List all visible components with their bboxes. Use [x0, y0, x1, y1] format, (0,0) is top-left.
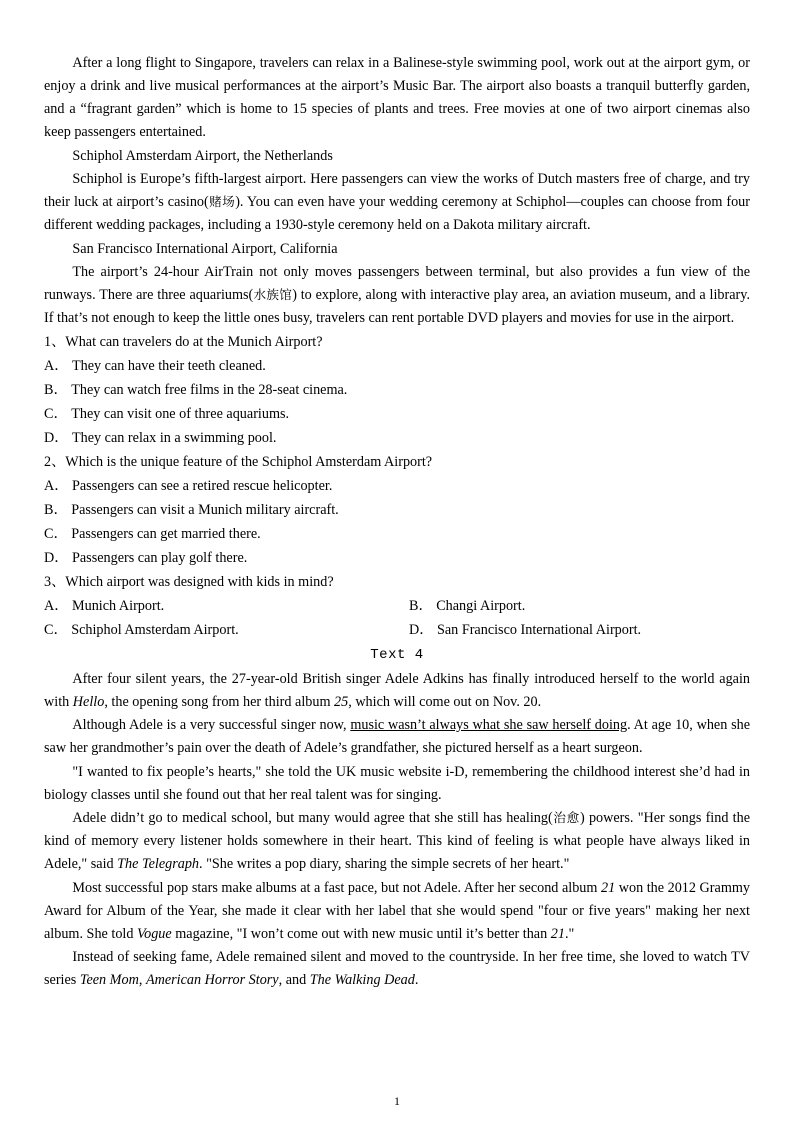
question-2-text: Which is the unique feature of the Schiphol Amsterdam Airport? [65, 454, 433, 470]
run: Although Adele is a very successful singer now, [72, 717, 351, 734]
paragraph-schiphol-airport [44, 168, 750, 237]
option-text: Changi Airport. [436, 598, 526, 614]
option-text: They can have their teeth cleaned. [71, 358, 266, 374]
page-number: 1 [394, 1094, 400, 1108]
question-1-option-c[interactable] [44, 403, 750, 426]
question-3-options-row-1 [44, 595, 750, 618]
title-album-21: 21 [600, 879, 616, 896]
question-3-option-c[interactable] [44, 619, 397, 642]
run: Most successful pop stars make albums at a fast pace, but not Adele. After her second album [72, 879, 601, 896]
question-1-option-b[interactable] [44, 379, 750, 402]
question-3-number: 3、 [44, 574, 66, 590]
option-text: They can relax in a swimming pool. [71, 430, 277, 446]
question-2-option-c[interactable] [44, 523, 750, 546]
title-hello: Hello [72, 693, 105, 710]
option-text: They can visit one of three aquariums. [71, 406, 290, 422]
title-vogue: Vogue [137, 925, 172, 942]
run: , [138, 972, 146, 989]
heading-san-francisco-airport: San Francisco International Airport, California [72, 240, 338, 257]
title-the-walking-dead: The Walking Dead [309, 972, 415, 989]
text4-heading: Text 4 [370, 647, 424, 663]
run: , the opening song from her third album [104, 693, 335, 710]
option-text: Passengers can play golf there. [71, 550, 248, 566]
option-label: B． [44, 502, 68, 518]
option-label: C． [44, 622, 68, 638]
gloss-healing-chinese: 治愈 [552, 810, 580, 826]
gloss-aquarium-chinese: 水族馆 [253, 287, 293, 302]
option-label: A． [44, 598, 69, 614]
title-american-horror-story: American Horror Story [145, 972, 279, 989]
run: . At age 10, when she saw her grandmother’s pain over the death of Adele’s grandfather, she pictured herself as a heart surgeon. [44, 717, 751, 757]
heading-schiphol-airport: Schiphol Amsterdam Airport, the Netherlands [72, 147, 333, 164]
paragraph-sfo-part2: ) to explore, along with interactive play area, an aviation museum, and a library. If that’s not enough to keep the little ones busy, travelers can rent portable DVD players and movies for use in the airport. [44, 287, 750, 326]
option-text: Passengers can visit a Munich military aircraft. [71, 502, 339, 518]
option-label: B． [409, 598, 433, 614]
option-text: Schiphol Amsterdam Airport. [71, 622, 239, 638]
run: . "She writes a pop diary, sharing the simple secrets of her heart." [199, 856, 570, 873]
run: . [414, 972, 419, 989]
option-label: D． [44, 430, 69, 446]
option-text: Munich Airport. [71, 598, 165, 614]
title-album-25: 25 [334, 693, 349, 710]
option-label: B． [44, 382, 68, 398]
option-text: Passengers can get married there. [71, 526, 261, 542]
option-label: A． [44, 478, 69, 494]
question-3-options-row-2 [44, 619, 750, 642]
text4-paragraph-2 [44, 714, 750, 760]
question-1-number: 1、 [44, 334, 66, 350]
text4-paragraph-3: "I wanted to fix people’s hearts," she told the UK music website i-D, remembering the childhood interest she’d had in biology classes until she found out that her real talent was for singing. [44, 763, 750, 803]
underlined-phrase: music wasn’t always what she saw herself doing [350, 717, 628, 734]
option-label: D． [409, 622, 434, 638]
run: , which will come out on Nov. 20. [348, 693, 542, 710]
option-text: They can watch free films in the 28-seat cinema. [71, 382, 348, 398]
question-3-option-a[interactable] [44, 595, 397, 618]
question-1-option-d[interactable] [44, 427, 750, 450]
option-label: C． [44, 406, 68, 422]
text4-paragraph-1 [44, 668, 750, 714]
paragraph-san-francisco-airport [44, 261, 750, 330]
document-body [44, 52, 750, 992]
paragraph-singapore-airport: After a long flight to Singapore, travelers can relax in a Balinese-style swimming pool, work out at the airport gym, or enjoy a drink and live musical performances at the airport’s Music Bar. The airport also boasts a tranquil butterfly garden, and a “fragrant garden” which is home to 15 species of plants and trees. Free movies at one of two airport cinemas also keep passengers entertained. [44, 55, 750, 140]
paragraph-schiphol-part2: ). You can even have your wedding ceremony at Schiphol—couples can choose from four different wedding packages, including a 1930-style ceremony held on a Dakota military aircraft. [44, 194, 751, 233]
title-album-21-second: 21 [550, 925, 565, 942]
question-3-stem [44, 571, 750, 594]
run: magazine, "I won’t come out with new music until it’s better than [171, 925, 551, 942]
run: ) powers. "Her songs find the kind of memory every listener holds somewhere in their heart. This kind of feeling is what people have always liked in Adele," said [44, 810, 751, 873]
question-2-option-b[interactable] [44, 499, 750, 522]
question-3-option-d[interactable] [397, 619, 762, 642]
gloss-casino-chinese: 赌场 [208, 194, 236, 209]
option-label: A． [44, 358, 69, 374]
question-2-stem [44, 451, 750, 474]
paragraph-sfo-part1: The airport’s 24-hour AirTrain not only moves passengers between terminal, but also provides a fun view of the runways. There are three aquariums( [44, 264, 750, 303]
question-2-number: 2、 [44, 454, 66, 470]
question-2-option-d[interactable] [44, 547, 750, 570]
question-3-text: Which airport was designed with kids in mind? [65, 574, 334, 590]
question-3-option-b[interactable] [397, 595, 762, 618]
question-1-text: What can travelers do at the Munich Airport? [65, 334, 323, 350]
title-the-telegraph: The Telegraph [117, 856, 200, 873]
title-teen-mom: Teen Mom [79, 972, 139, 989]
option-text: San Francisco International Airport. [436, 622, 642, 638]
text4-paragraph-5 [44, 877, 750, 946]
run: ." [564, 925, 575, 942]
option-text: Passengers can see a retired rescue helicopter. [71, 478, 333, 494]
question-1-stem [44, 331, 750, 354]
run: , and [278, 972, 310, 989]
text4-paragraph-6 [44, 946, 750, 992]
run: won the 2012 Grammy Award for Album of the Year, she made it clear with her label that she would spend "four or five years" making her next album. She told [44, 879, 750, 942]
run: Instead of seeking fame, Adele remained silent and moved to the countryside. In her free time, she loved to watch TV series [44, 949, 750, 989]
option-label: C． [44, 526, 68, 542]
run: Adele didn’t go to medical school, but many would agree that she still has healing( [72, 810, 553, 827]
question-2-option-a[interactable] [44, 475, 750, 498]
question-1-option-a[interactable] [44, 355, 750, 378]
run: After four silent years, the 27-year-old British singer Adele Adkins has finally introduced herself to the world again with [44, 670, 750, 710]
text4-paragraph-4 [44, 807, 750, 876]
paragraph-schiphol-part1: Schiphol is Europe’s fifth-largest airport. Here passengers can view the works of Dutch masters free of charge, and try their luck at airport’s casino( [44, 171, 750, 210]
option-label: D． [44, 550, 69, 566]
